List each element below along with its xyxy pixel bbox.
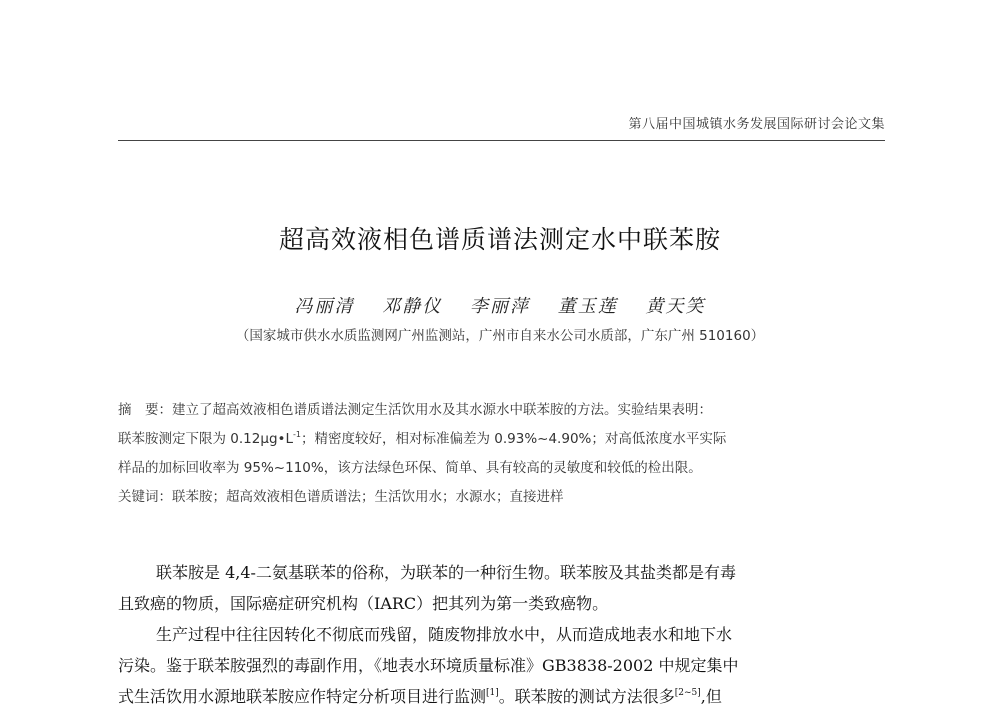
author-name: 李丽萍 (470, 296, 530, 317)
author-name: 冯丽清 (294, 296, 355, 317)
body-line (118, 681, 888, 712)
abstract-text: ；精密度较好，相对标准偏差为 0.93%~4.90%；对高低浓度水平实际 (300, 431, 727, 447)
body-line: 联苯胺是 4,4-二氨基联苯的俗称，为联苯的一种衍生物。联苯胺及其盐类都是有毒 (156, 563, 736, 582)
body-line: 生产过程中往往因转化不彻底而残留，随废物排放水中，从而造成地表水和地下水 (156, 625, 733, 644)
body-text-span: 。联苯胺的测试方法很多 (498, 687, 675, 706)
author-name: 黄天笑 (645, 296, 706, 317)
author-name: 邓静仪 (382, 296, 443, 317)
author-list (0, 292, 1000, 318)
abstract-block (118, 396, 888, 512)
abstract-text: 建立了超高效液相色谱质谱法测定生活饮用水及其水源水中联苯胺的方法。实验结果表明： (172, 402, 712, 418)
abstract-text: 样品的加标回收率为 95%~110%，该方法绿色环保、简单、具有较高的灵敏度和较低的检出限。 (118, 460, 702, 476)
body-line: 且致癌的物质，国际癌症研究机构（IARC）把其列为第一类致癌物。 (118, 594, 609, 613)
keywords-text: 联苯胺；超高效液相色谱质谱法；生活饮用水；水源水；直接进样 (172, 489, 564, 505)
abstract-label: 摘 要： (118, 402, 172, 418)
running-header (118, 111, 885, 141)
paper-title: 超高效液相色谱质谱法测定水中联苯胺 (278, 225, 721, 254)
affiliation: （国家城市供水水质监测网广州监测站，广州市自来水公司水质部，广东广州 510160） (235, 328, 765, 344)
body-text-span: ,但 (700, 687, 722, 706)
abstract-text: 联苯胺测定下限为 0.12μg•L (118, 431, 293, 447)
author-name: 董玉莲 (557, 296, 618, 317)
body-line: 污染。鉴于联苯胺强烈的毒副作用，《地表水环境质量标准》GB3838-2002 中规定集中 (118, 656, 739, 675)
body-text (118, 557, 888, 712)
superscript: -1 (293, 430, 301, 439)
citation: [1] (486, 688, 499, 698)
running-header-text: 第八届中国城镇水务发展国际研讨会论文集 (628, 117, 885, 132)
abstract-line (118, 425, 888, 454)
abstract-line (118, 396, 888, 425)
keywords-line (118, 483, 888, 512)
body-text-span: 式生活饮用水源地联苯胺应作特定分析项目进行监测 (118, 687, 487, 706)
citation: [2~5] (674, 688, 701, 698)
abstract-line (118, 454, 888, 483)
keywords-label: 关键词： (118, 489, 172, 505)
